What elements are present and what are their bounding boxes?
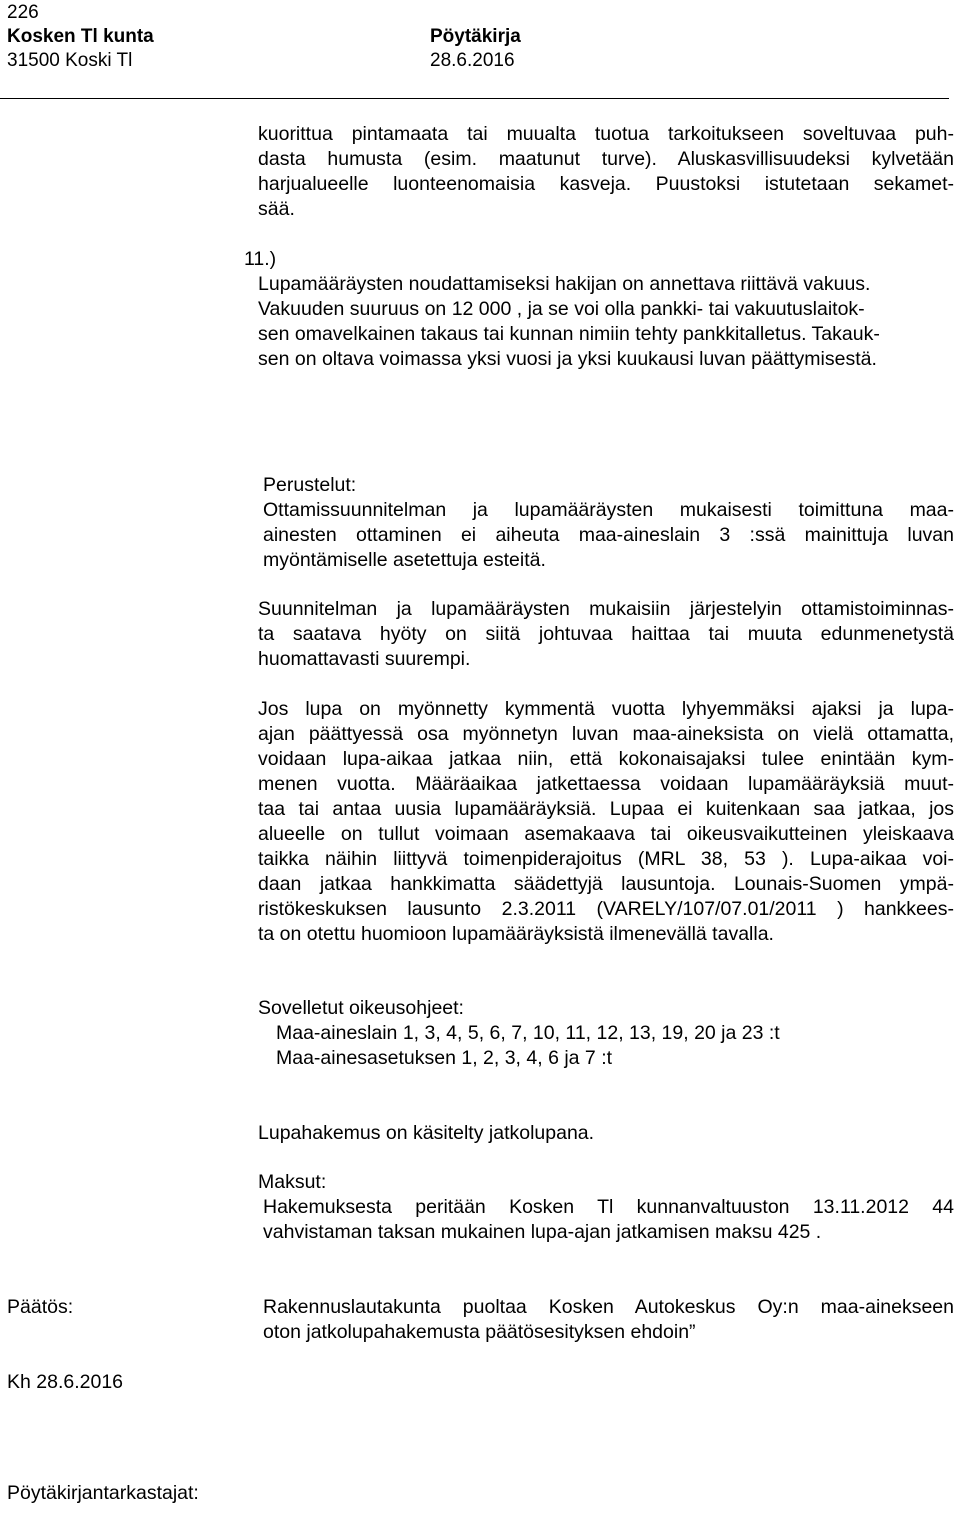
text-line: sen on oltava voimassa yksi vuosi ja yksi kuukausi luvan päättymisestä. — [258, 348, 877, 370]
law-reference: Maa-ainesasetuksen 1, 2, 3, 4, 6 ja 7 :t — [276, 1047, 613, 1069]
document-date: 28.6.2016 — [430, 50, 515, 71]
maksut-heading: Maksut: — [258, 1171, 327, 1193]
paragraph-suunnitelman — [258, 597, 954, 672]
paragraph-paatos — [263, 1295, 954, 1345]
postal-address: 31500 Koski Tl — [7, 50, 133, 71]
lupahakemus-statement: Lupahakemus on käsitelty jatkolupana. — [258, 1122, 595, 1144]
header-divider — [0, 98, 949, 99]
text-line: huomattavasti suurempi. — [258, 648, 471, 670]
paragraph-maksut — [263, 1195, 954, 1245]
perustelut-heading: Perustelut: — [263, 474, 357, 496]
text-line: Hakemuksesta peritään Kosken Tl kunnanvaltuuston 13.11.2012 44 — [263, 1196, 954, 1218]
text-line: myöntämiselle asetettuja esteitä. — [263, 549, 546, 571]
text-line: sen omavelkainen takaus tai kunnan nimiin tehty pankkitalletus. Takauk- — [258, 323, 880, 345]
text-line: taikka näihin liittyvä toimenpiderajoitus (MRL 38, 53 ). Lupa-aikaa voi- — [258, 848, 954, 870]
text-line: voidaan lupa-aikaa jatkaa niin, että kokonaisajaksi tulee enintään kym- — [258, 748, 954, 770]
kh-date: Kh 28.6.2016 — [7, 1371, 124, 1393]
text-line: ristökeskuksen lausunto 2.3.2011 (VARELY/107/07.01/2011 ) hankkees- — [258, 898, 954, 920]
text-line: alueelle on tullut voimaan asemakaava tai oikeusvaikutteinen yleiskaava — [258, 823, 954, 845]
text-line: kuorittua pintamaata tai muualta tuotua tarkoitukseen soveltuvaa puh- — [258, 123, 954, 145]
text-line: ainesten ottaminen ei aiheuta maa-aineslain 3 :ssä mainittuja luvan — [263, 524, 954, 546]
paragraph-ground-cover — [258, 122, 954, 222]
text-line: ta saatava hyöty on siitä johtuvaa haittaa tai muuta edunmenetystä — [258, 623, 954, 645]
text-line: menen vuotta. Määräaikaa jatkettaessa voidaan lupamääräyksiä muut- — [258, 773, 954, 795]
item-number: 11.) — [244, 248, 277, 270]
page-number: 226 — [7, 2, 39, 23]
municipality-name: Kosken Tl kunta — [7, 26, 154, 47]
paatos-label: Päätös: — [7, 1296, 74, 1318]
text-line: sää. — [258, 198, 295, 220]
paragraph-perustelut — [263, 498, 954, 573]
text-line: Jos lupa on myönnetty kymmentä vuotta lyhyemmäksi ajaksi ja lupa- — [258, 698, 954, 720]
text-line: oton jatkolupahakemusta päätösesityksen ehdoin” — [263, 1321, 696, 1343]
text-line: vahvistaman taksan mukainen lupa-ajan jatkamisen maksu 425 . — [263, 1221, 822, 1243]
text-line: Ottamissuunnitelman ja lupamääräysten mukaisesti toimittuna maa- — [263, 499, 954, 521]
text-line: Vakuuden suuruus on 12 000 , ja se voi olla pankki- tai vakuutuslaitok- — [258, 298, 865, 320]
document-type: Pöytäkirja — [430, 26, 521, 47]
sovelletut-heading: Sovelletut oikeusohjeet: — [258, 997, 464, 1019]
text-line: ajan päättyessä osa myönnetyn luvan maa-aineksista on vielä ottamatta, — [258, 723, 954, 745]
text-line: taa tai antaa uusia lupamääräyksiä. Lupaa ei kuitenkaan saa jatkaa, jos — [258, 798, 954, 820]
text-line: Rakennuslautakunta puoltaa Kosken Autokeskus Oy:n maa-ainekseen — [263, 1296, 954, 1318]
text-line: Lupamääräysten noudattamiseksi hakijan on annettava riittävä vakuus. — [258, 273, 871, 295]
text-line: dasta humusta (esim. maatunut turve). Aluskasvillisuudeksi kylvetään — [258, 148, 954, 170]
sovelletut-list — [276, 1021, 780, 1071]
text-line: ta on otettu huomioon lupamääräyksistä ilmenevällä tavalla. — [258, 923, 774, 945]
text-line: harjualueelle luonteenomaisia kasveja. Puustoksi istutetaan sekamet- — [258, 173, 954, 195]
law-reference: Maa-aineslain 1, 3, 4, 5, 6, 7, 10, 11, 12, 13, 19, 20 ja 23 :t — [276, 1022, 780, 1044]
paragraph-jos-lupa — [258, 697, 954, 947]
text-line: Suunnitelman ja lupamääräysten mukaisiin järjestelyin ottamistoiminnas- — [258, 598, 954, 620]
paragraph-guarantee — [258, 272, 954, 372]
footer-label: Pöytäkirjantarkastajat: — [7, 1482, 199, 1504]
text-line: daan jatkaa hankkimatta säädettyjä lausuntoja. Lounais-Suomen ympä- — [258, 873, 954, 895]
